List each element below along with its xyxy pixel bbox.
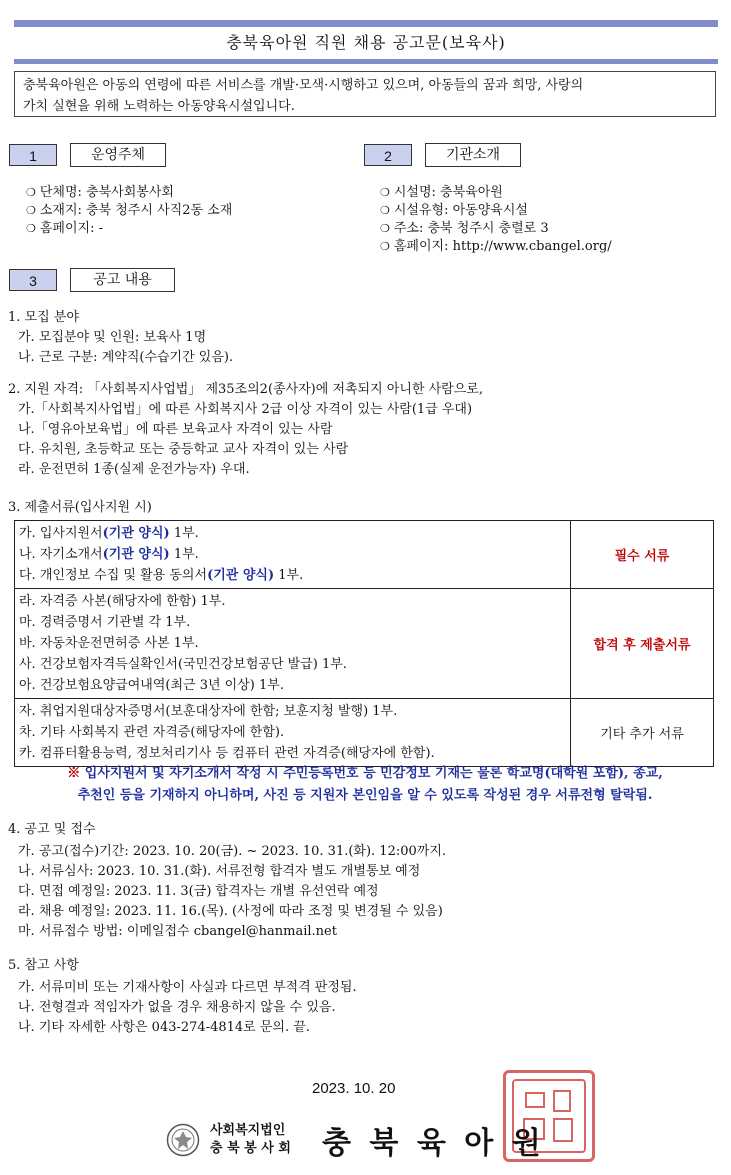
section-2-label: 기관소개 — [425, 143, 521, 167]
list-item: ❍ 단체명: 충북사회봉사회 — [26, 185, 174, 200]
notice-heading: 4. 공고 및 접수 — [8, 822, 96, 837]
recruit-line: 나. 근로 구분: 계약직(수습기간 있음). — [18, 350, 234, 365]
doc-line: 가. 입사지원서(기관 양식) 1부. — [19, 526, 199, 541]
doc-line: 마. 경력증명서 기관별 각 1부. — [19, 615, 191, 630]
bullet-icon: ❍ — [380, 222, 390, 235]
docs-after-pass-label: 합격 후 제출서류 — [571, 589, 714, 699]
top-bar — [14, 20, 718, 27]
doc-line: 자. 취업지원대상자증명서(보훈대상자에 한함; 보훈지청 발행) 1부. — [19, 704, 398, 719]
doc-line: 아. 건강보험요양급여내역(최근 3년 이상) 1부. — [19, 678, 284, 693]
docs-group-required — [15, 521, 571, 589]
org-emblem-icon — [166, 1123, 200, 1157]
docs-table — [14, 520, 714, 767]
footer-org-line-2: 충 북 봉 사 회 — [210, 1141, 291, 1156]
bullet-icon: ❍ — [380, 204, 390, 217]
qualify-heading: 2. 지원 자격: 「사회복지사업법」 제35조의2(종사자)에 저촉되지 아니한 사람으로, — [8, 382, 483, 397]
warning-mark: ※ — [67, 766, 81, 781]
list-item: ❍ 주소: 충북 청주시 충렬로 3 — [380, 221, 549, 236]
list-item: ❍ 홈페이지: - — [26, 221, 104, 236]
doc-line: 나. 자기소개서(기관 양식) 1부. — [19, 547, 199, 562]
docs-required-label: 필수 서류 — [571, 521, 714, 589]
section-1-number: 1 — [9, 144, 57, 166]
table-row — [15, 589, 714, 699]
list-item: ❍ 시설유형: 아동양육시설 — [380, 203, 528, 218]
footer-org — [210, 1122, 291, 1158]
list-item: ❍ 시설명: 충북육아원 — [380, 185, 503, 200]
bullet-icon: ❍ — [26, 204, 36, 217]
recruit-section — [8, 308, 233, 368]
doc-line: 카. 컴퓨터활용능력, 정보처리기사 등 컴퓨터 관련 자격증(해당자에 한함). — [19, 746, 435, 761]
section-3-label: 공고 내용 — [70, 268, 175, 292]
table-row — [15, 699, 714, 767]
bullet-icon: ❍ — [26, 186, 36, 199]
doc-line: 바. 자동차운전면허증 사본 1부. — [19, 636, 199, 651]
list-item: ❍ 소재지: 충북 청주시 사직2동 소재 — [26, 203, 233, 218]
warning-line-2: 추천인 등을 기재하지 아니하며, 사진 등 지원자 본인임을 알 수 있도록 작성된 경우 서류전형 탈락됨. — [77, 788, 653, 803]
notice-section — [8, 820, 446, 942]
list-item: ❍ 홈페이지: http://www.cbangel.org/ — [380, 239, 612, 254]
qualify-line: 나.「영유아보육법」에 따른 보육교사 자격이 있는 사람 — [18, 422, 333, 437]
table-row — [15, 521, 714, 589]
docs-extra-label: 기타 추가 서류 — [571, 699, 714, 767]
notice-line: 다. 면접 예정일: 2023. 11. 3(금) 합격자는 개별 유선연락 예정 — [18, 884, 379, 899]
refs-line: 나. 전형결과 적임자가 없을 경우 채용하지 않을 수 있음. — [18, 1000, 336, 1015]
intro-line-2: 가치 실현을 위해 노력하는 아동양육시설입니다. — [23, 99, 295, 114]
section-1-list — [26, 184, 232, 238]
recruit-line: 가. 모집분야 및 인원: 보육사 1명 — [18, 330, 207, 345]
refs-line: 나. 기타 자세한 사항은 043-274-4814로 문의. 끝. — [18, 1020, 310, 1035]
footer-org-line-1: 사회복지법인 — [210, 1123, 286, 1138]
refs-section — [8, 956, 357, 1038]
footer-institution-name: 충 북 육 아 원 — [322, 1126, 545, 1161]
refs-line: 가. 서류미비 또는 기재사항이 사실과 다르면 부적격 판정됨. — [18, 980, 357, 995]
qualify-line: 다. 유치원, 초등학교 또는 중등학교 교사 자격이 있는 사람 — [18, 442, 349, 457]
page-title: 충북육아원 직원 채용 공고문(보육사) — [226, 33, 506, 52]
section-2-number: 2 — [364, 144, 412, 166]
qualify-section — [8, 380, 483, 480]
notice-line: 나. 서류심사: 2023. 10. 31.(화). 서류전형 합격자 별도 개별통보 예정 — [18, 864, 421, 879]
doc-line: 라. 자격증 사본(해당자에 한함) 1부. — [19, 594, 226, 609]
qualify-line: 가.「사회복지사업법」에 따른 사회복지사 2급 이상 자격이 있는 사람(1급 우대) — [18, 402, 473, 417]
recruit-heading: 1. 모집 분야 — [8, 310, 79, 325]
warning-note — [14, 763, 716, 807]
docs-group-after-pass — [15, 589, 571, 699]
notice-line: 마. 서류접수 방법: 이메일접수 cbangel@hanmail.net — [18, 924, 337, 939]
warning-line-1: 입사지원서 및 자기소개서 작성 시 주민등록번호 등 민감정보 기재는 물론 학교명(대학원 포함), 종교, — [84, 766, 663, 781]
document-date: 2023. 10. 20 — [312, 1080, 396, 1097]
bullet-icon: ❍ — [380, 240, 390, 253]
notice-line: 가. 공고(접수)기간: 2023. 10. 20(금). ~ 2023. 10. 31.(화). 12:00까지. — [18, 844, 447, 859]
section-2-list — [380, 184, 612, 256]
section-1-label: 운영주체 — [70, 143, 166, 167]
doc-line: 사. 건강보험자격득실확인서(국민건강보험공단 발급) 1부. — [19, 657, 347, 672]
doc-line: 다. 개인정보 수집 및 활용 동의서(기관 양식) 1부. — [19, 568, 304, 583]
doc-line: 차. 기타 사회복지 관련 자격증(해당자에 한함). — [19, 725, 285, 740]
notice-line: 라. 채용 예정일: 2023. 11. 16.(목). (사정에 따라 조정 및 변경될 수 있음) — [18, 904, 443, 919]
intro-box — [14, 71, 716, 117]
docs-group-extra — [15, 699, 571, 767]
intro-line-1: 충북육아원은 아동의 연령에 따른 서비스를 개발·모색·시행하고 있으며, 아동들의 꿈과 희망, 사랑의 — [23, 78, 584, 93]
docs-heading: 3. 제출서류(입사지원 시) — [8, 500, 152, 515]
bullet-icon: ❍ — [26, 222, 36, 235]
qualify-line: 라. 운전면허 1종(실제 운전가능자) 우대. — [18, 462, 250, 477]
refs-heading: 5. 참고 사항 — [8, 958, 79, 973]
bullet-icon: ❍ — [380, 186, 390, 199]
title-underline-bar — [14, 59, 718, 64]
section-3-number: 3 — [9, 269, 57, 291]
